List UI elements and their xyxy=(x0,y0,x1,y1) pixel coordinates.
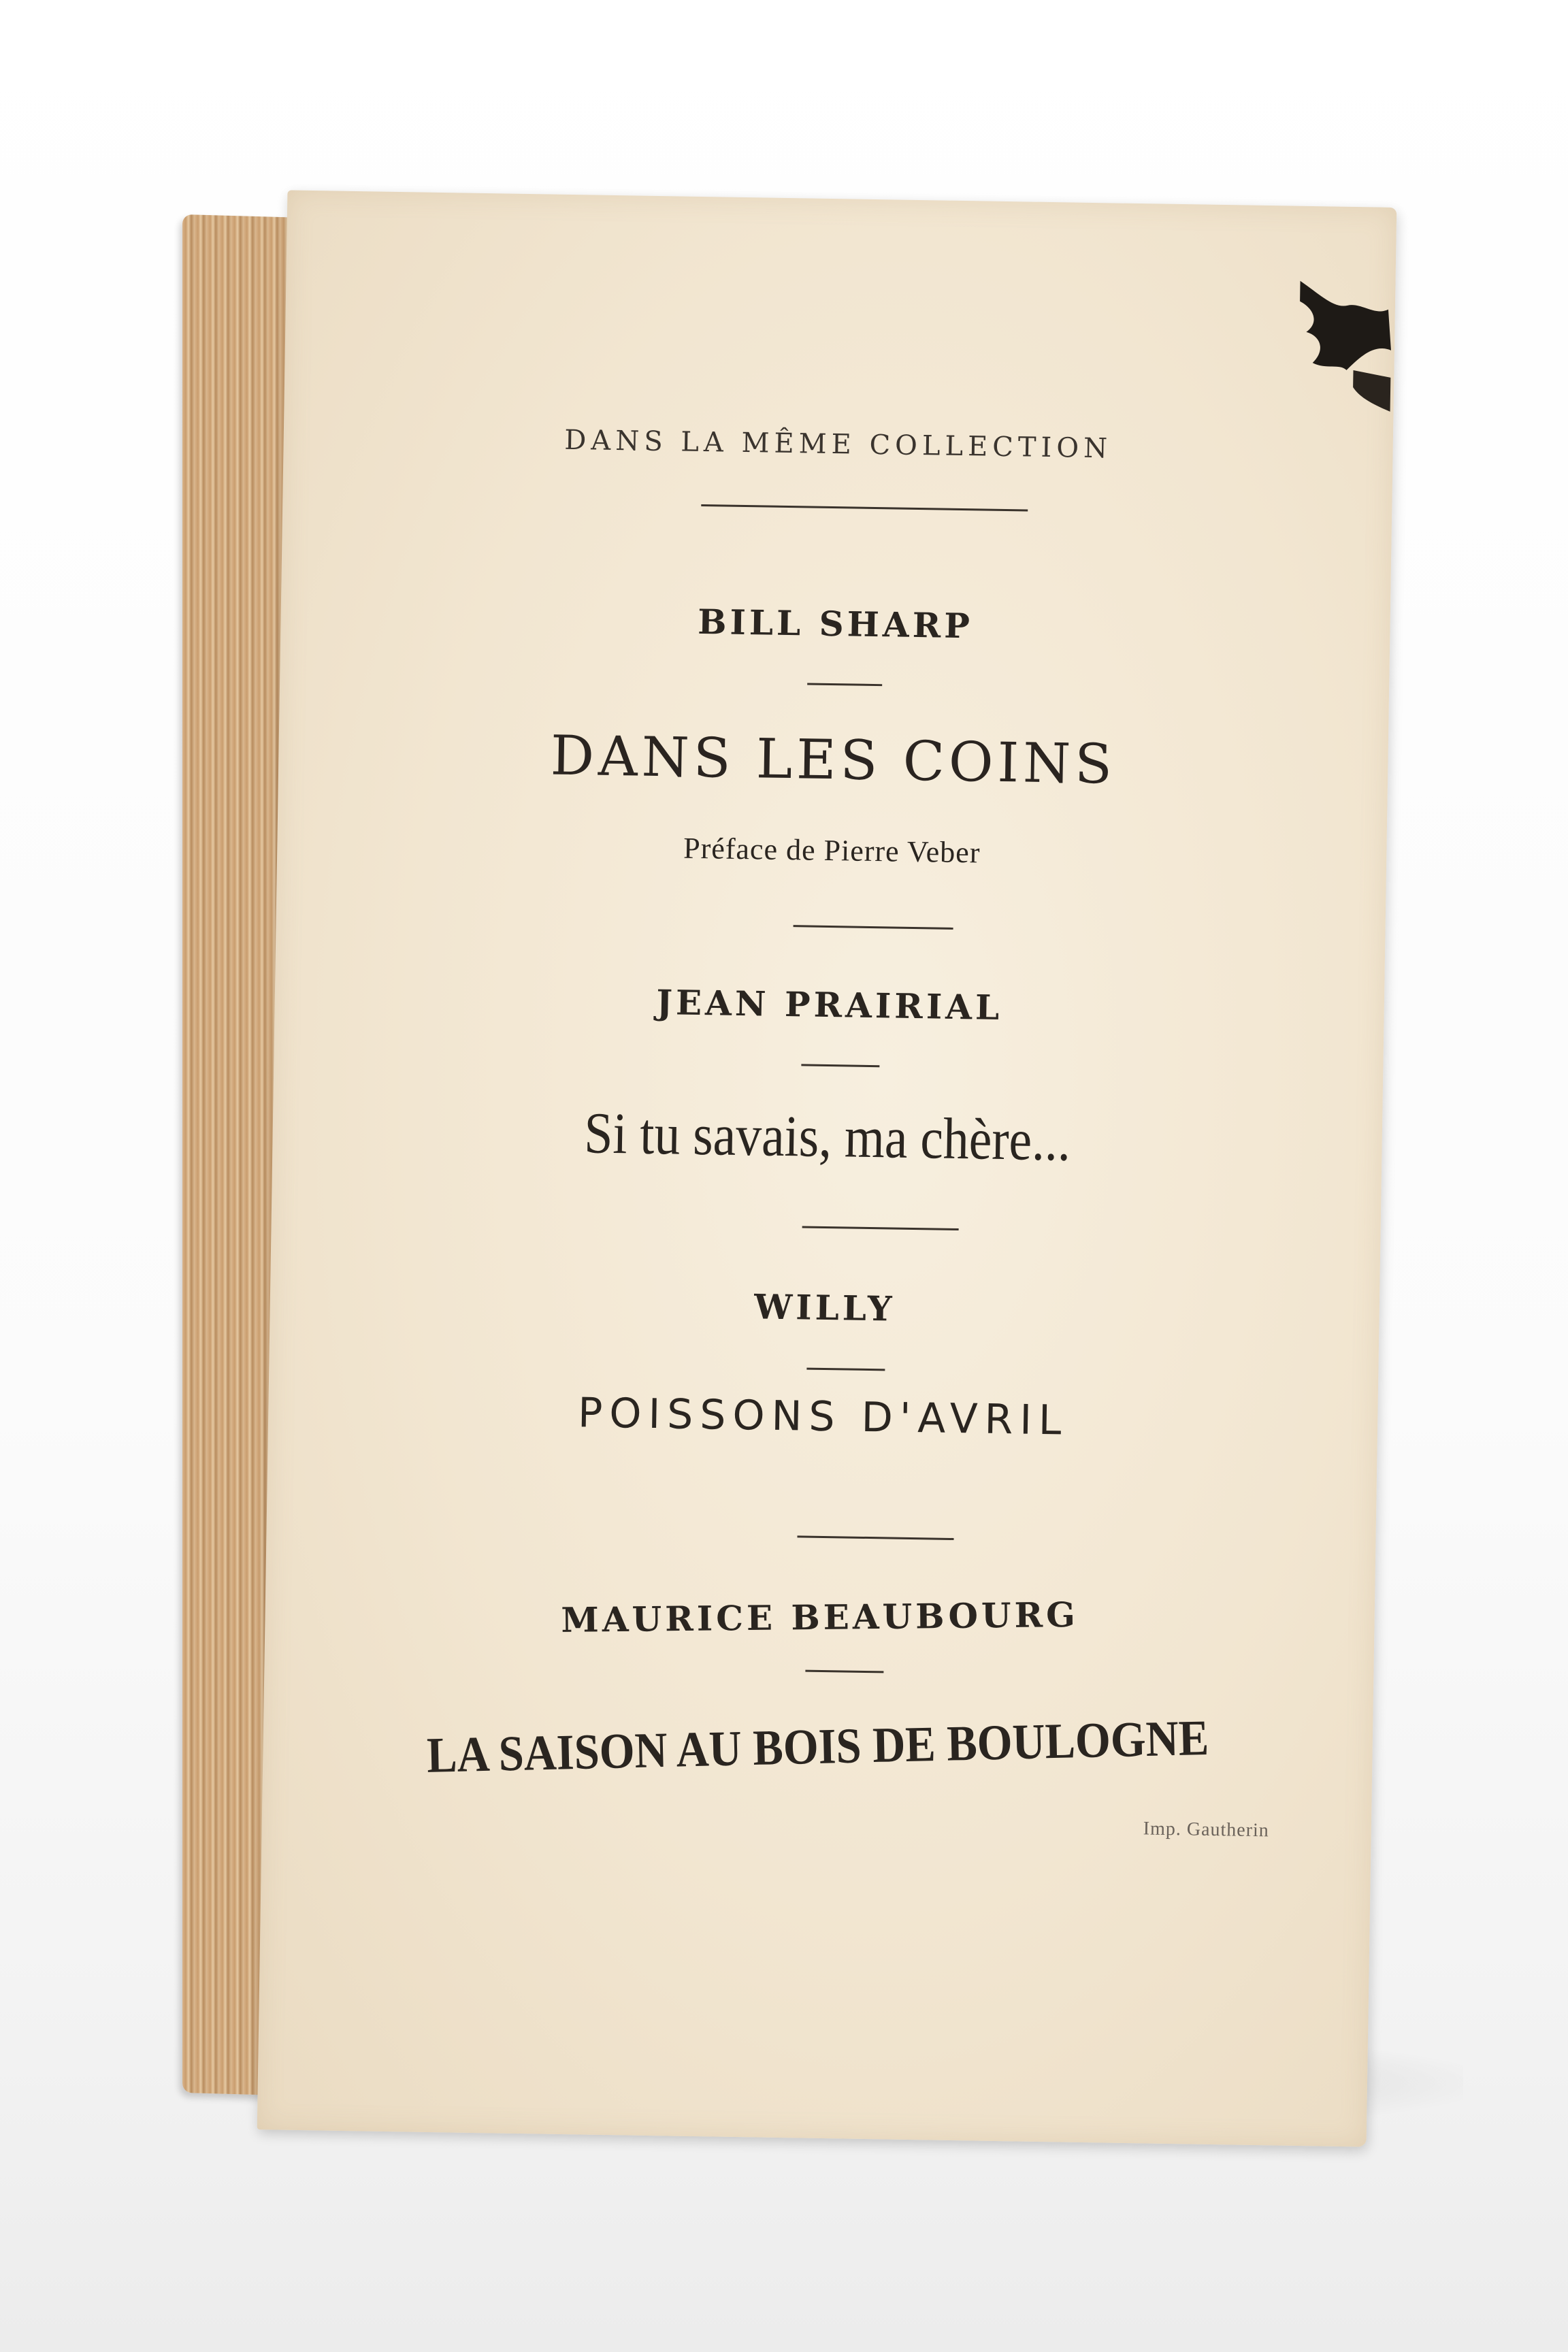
divider xyxy=(701,504,1028,512)
back-cover xyxy=(257,190,1397,2146)
book-title: Si tu savais, ma chère... xyxy=(583,1100,1071,1173)
author-name: WILLY xyxy=(753,1286,896,1329)
book-title: POISSONS D'AVRIL xyxy=(577,1389,1068,1445)
divider xyxy=(797,1535,953,1540)
book-title: DANS LES COINS xyxy=(550,723,1117,796)
ink-illustration-fragment xyxy=(1271,267,1395,419)
author-name: JEAN PRAIRIAL xyxy=(655,982,1003,1028)
collection-heading: DANS LA MÊME COLLECTION xyxy=(564,424,1113,465)
preface-note: Préface de Pierre Veber xyxy=(683,831,981,870)
book-title: LA SAISON AU BOIS DE BOULOGNE xyxy=(426,1710,1210,1784)
printer-imprint: Imp. Gautherin xyxy=(1143,1818,1270,1842)
author-name: BILL SHARP xyxy=(697,601,974,647)
divider xyxy=(794,925,953,930)
divider xyxy=(805,1670,883,1673)
divider xyxy=(802,1226,959,1230)
author-name: MAURICE BEAUBOURG xyxy=(561,1594,1079,1640)
divider xyxy=(801,1064,879,1067)
divider xyxy=(806,1368,885,1371)
divider xyxy=(807,683,882,686)
